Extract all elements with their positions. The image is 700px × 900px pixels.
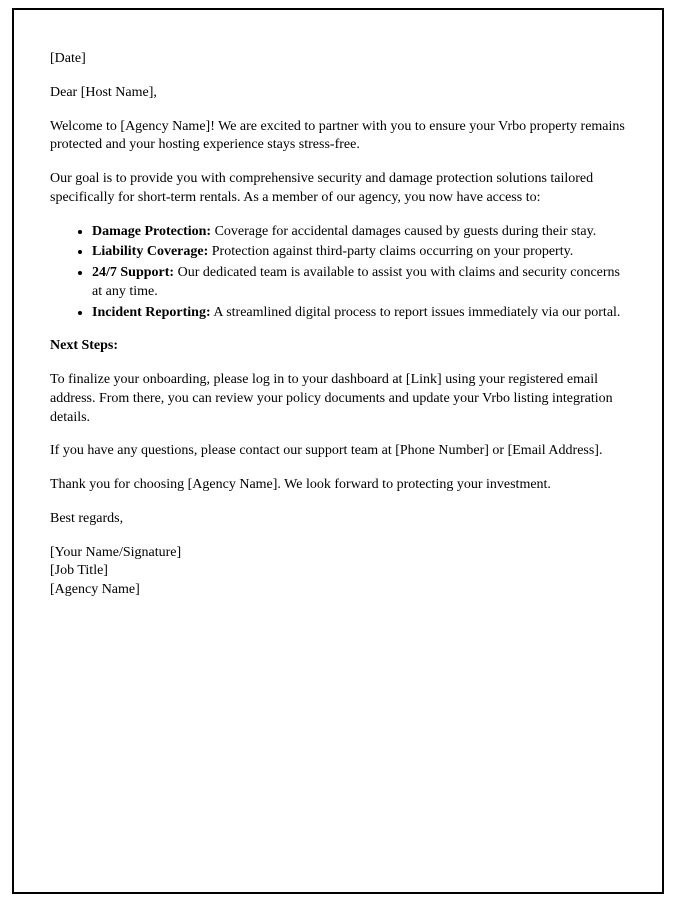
- onboarding-paragraph: To finalize your onboarding, please log in to your dashboard at [Link] using your registered email address. From there, you can review your policy documents and update your Vrbo listing integration details.: [50, 372, 613, 425]
- bullet-label: Damage Protection:: [92, 223, 212, 239]
- signature-agency: [Agency Name]: [50, 582, 140, 597]
- goal-paragraph: Our goal is to provide you with comprehensive security and damage protection solutions tailored specifically for short-term rentals. As a member of our agency, you now have access to:: [50, 171, 594, 205]
- list-item: [92, 264, 628, 302]
- closing: Best regards,: [50, 510, 124, 526]
- signature-block: [50, 544, 628, 600]
- bullet-label: Incident Reporting:: [92, 304, 211, 320]
- list-item: [92, 243, 628, 262]
- signature-job-title: [Job Title]: [50, 563, 108, 579]
- bullet-text: A streamlined digital process to report issues immediately via our portal.: [210, 304, 621, 320]
- questions-paragraph: If you have any questions, please contact our support team at [Phone Number] or [Email Address].: [50, 443, 603, 459]
- salutation: Dear [Host Name],: [50, 84, 157, 100]
- letter-body: [14, 10, 662, 630]
- thanks-paragraph: Thank you for choosing [Agency Name]. We look forward to protecting your investment.: [50, 477, 551, 492]
- intro-paragraph: Welcome to [Agency Name]! We are excited to partner with you to ensure your Vrbo property remains protected and your hosting experience stays stress-free.: [50, 118, 625, 153]
- next-steps-heading: Next Steps:: [50, 338, 119, 354]
- date-placeholder: [Date]: [50, 51, 86, 66]
- bullet-text: Our dedicated team is available to assist you with claims and security concerns at any time.: [92, 265, 620, 299]
- bullet-text: Protection against third-party claims occurring on your property.: [208, 244, 574, 260]
- letter-page: [12, 8, 664, 894]
- feature-list: [50, 223, 628, 323]
- bullet-label: Liability Coverage:: [92, 244, 209, 260]
- signature-name: [Your Name/Signature]: [50, 544, 182, 560]
- list-item: [92, 223, 628, 242]
- list-item: [92, 304, 628, 323]
- bullet-text: Coverage for accidental damages caused by guests during their stay.: [211, 223, 597, 239]
- bullet-label: 24/7 Support:: [92, 265, 175, 280]
